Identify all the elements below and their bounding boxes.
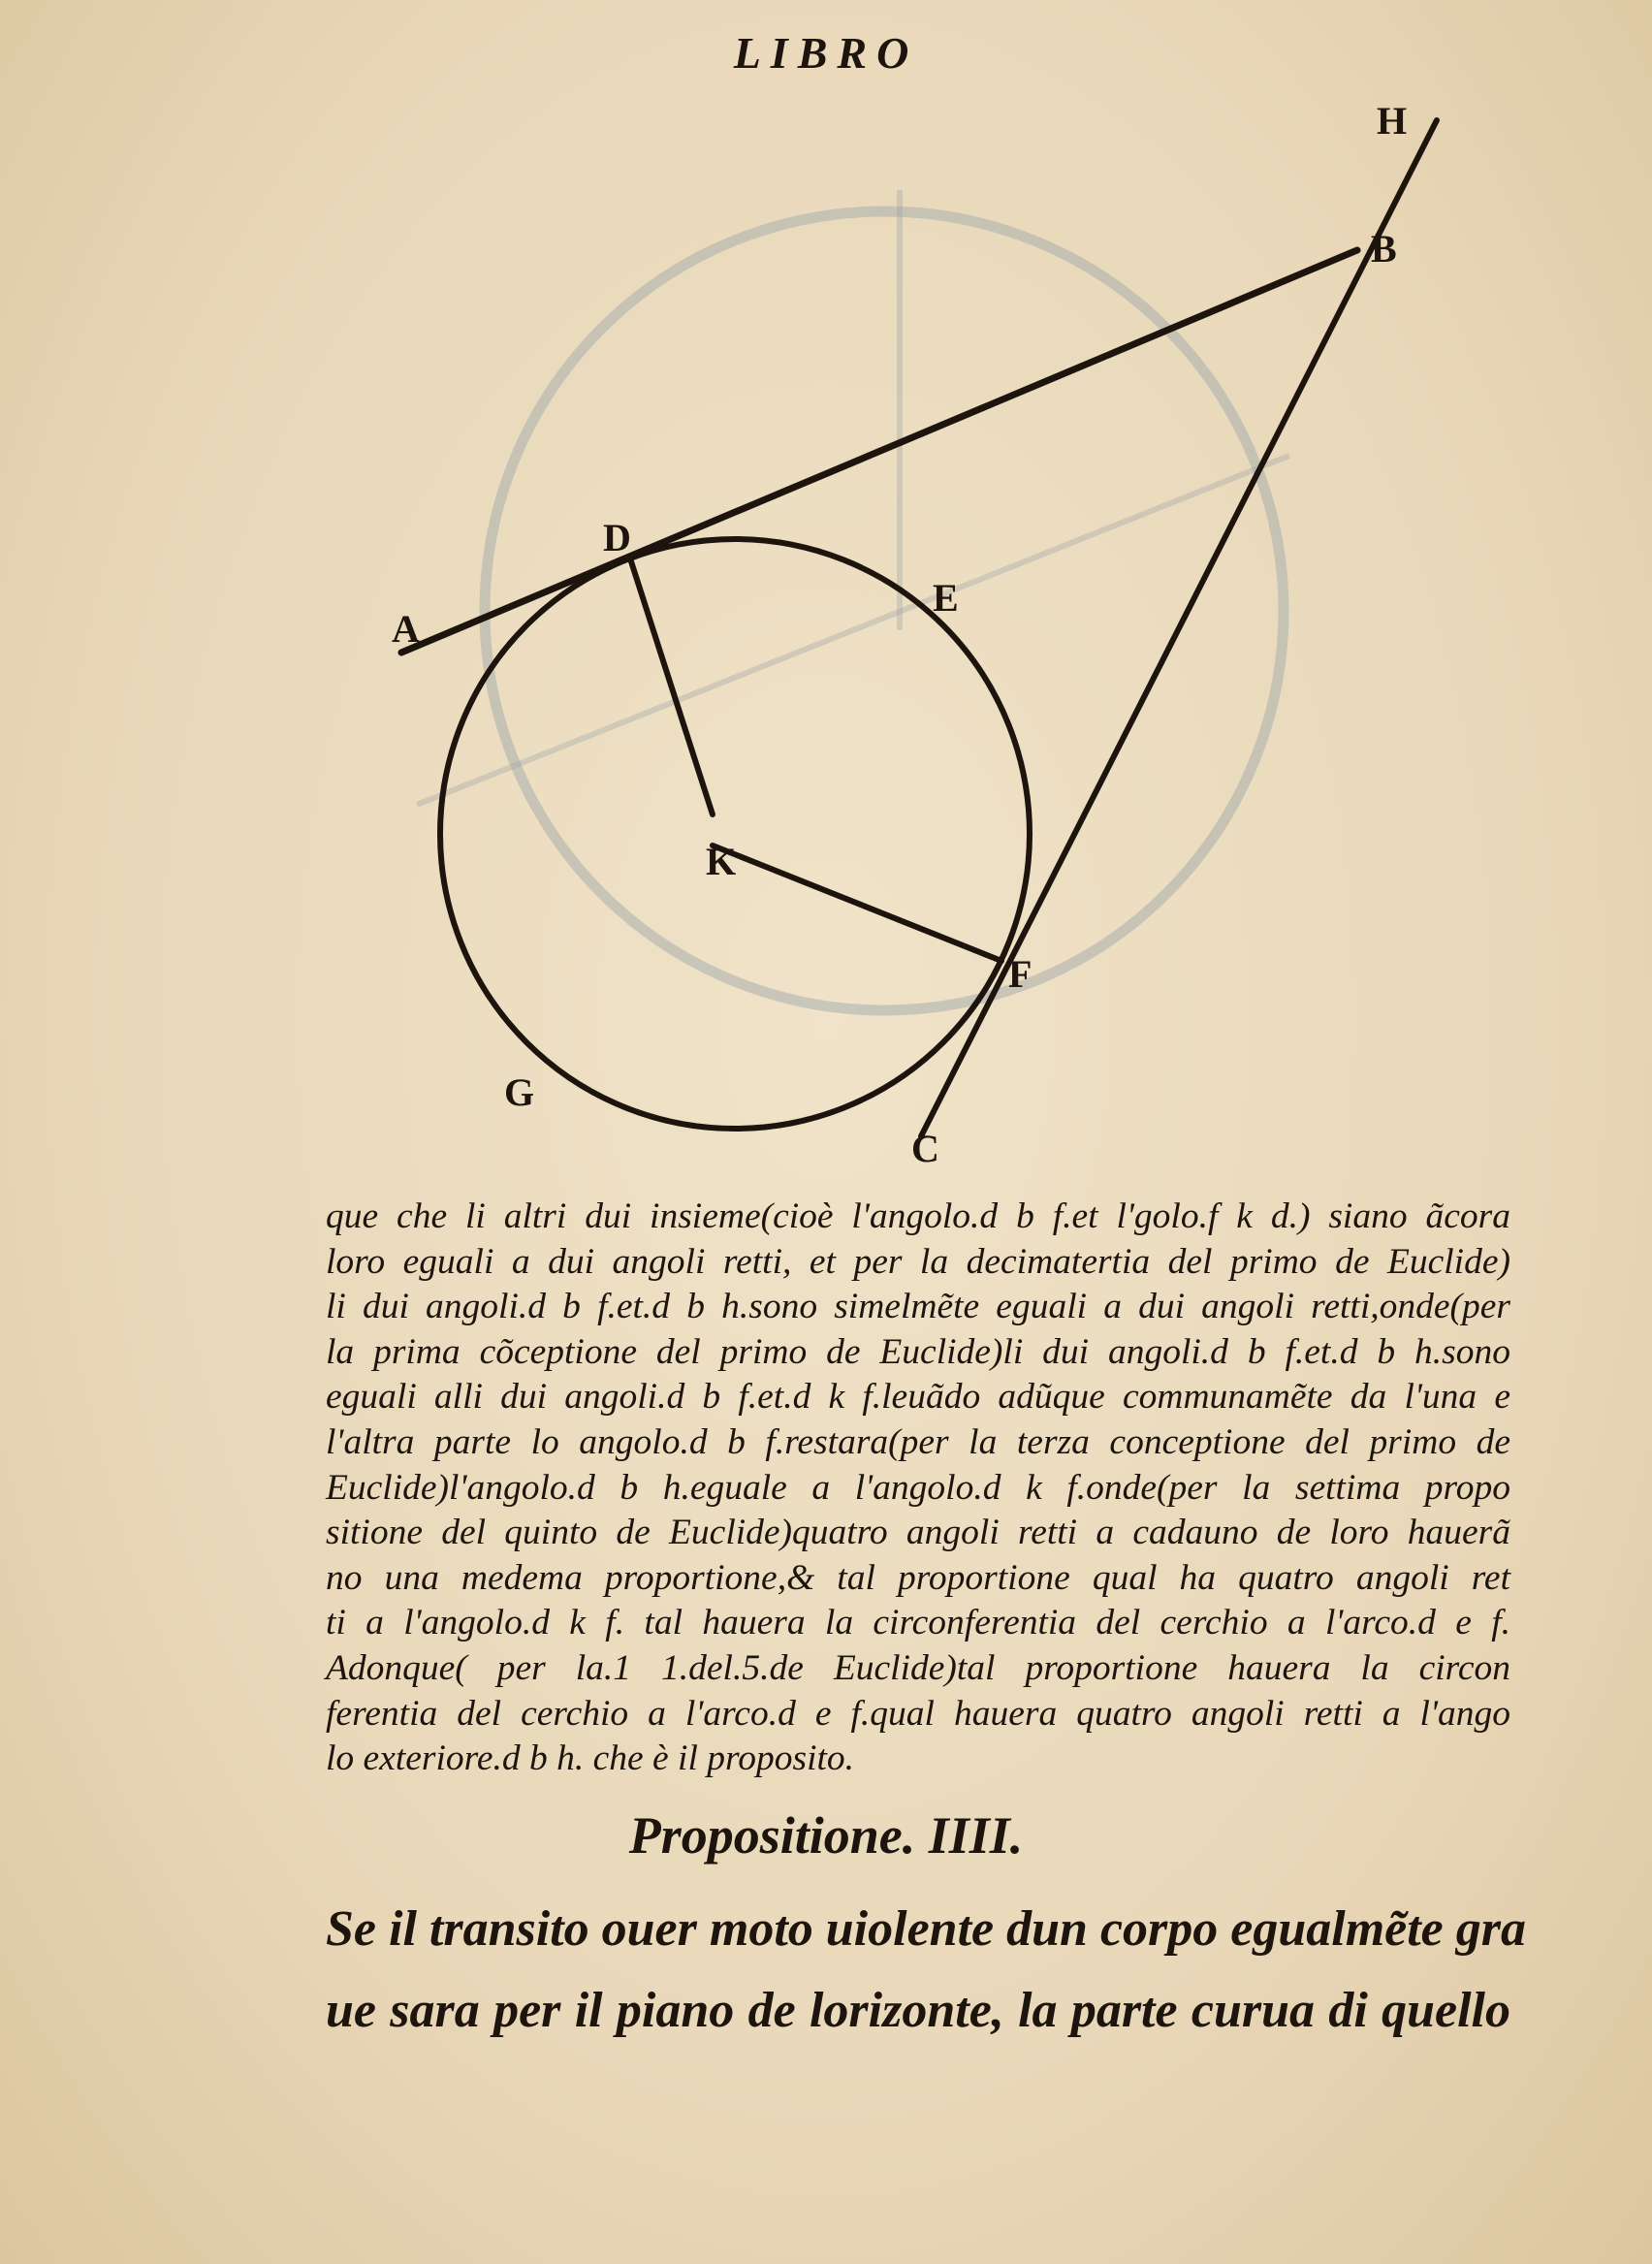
tangent-line-ab: [401, 250, 1357, 653]
text-line: l'altra parte lo angolo.d b f.restara(per la terza conceptione del primo de: [326, 1421, 1510, 1462]
text-line: lo exteriore.d b h. che è il proposito.: [326, 1738, 855, 1779]
label-k: K: [706, 840, 737, 883]
label-c: C: [911, 1127, 939, 1170]
label-f: F: [1008, 952, 1032, 996]
proposition-line: Se il transito ouer moto uiolente dun corpo egualmẽte gra: [326, 1901, 1526, 1957]
label-a: A: [392, 607, 420, 651]
label-h: H: [1377, 99, 1408, 143]
proposition-line: ue sara per il piano de lorizonte, la parte curua di quello: [326, 1983, 1510, 2038]
text-line: eguali alli dui angoli.d b f.et.d k f.leuãdo adũque communamẽte da l'una e: [326, 1377, 1510, 1418]
text-line: Euclide)l'angolo.d b h.eguale a l'angolo.d k f.onde(per la settima propo: [326, 1467, 1510, 1508]
label-d: D: [603, 516, 631, 559]
label-e: E: [933, 576, 959, 620]
body-text: [326, 1195, 1510, 1782]
label-b: B: [1371, 227, 1397, 271]
text-line: que che li altri dui insieme(cioè l'angolo.d b f.et l'golo.f k d.) siano ãcora: [326, 1196, 1510, 1236]
proposition-title: Propositione. IIII.: [628, 1806, 1024, 1865]
label-g: G: [504, 1070, 535, 1114]
text-line: sitione del quinto de Euclide)quatro angoli retti a cadauno de loro hauerã: [326, 1513, 1510, 1553]
text-line: Adonque( per la.1 1.del.5.de Euclide)tal proportione hauera la circon: [326, 1647, 1510, 1688]
proposition-text: [326, 1889, 1526, 2052]
text-line: li dui angoli.d b f.et.d b h.sono simelmẽte eguali a dui angoli retti,onde(per: [326, 1287, 1510, 1327]
text-line: loro eguali a dui angoli retti, et per la decimatertia del primo de Euclide): [326, 1241, 1510, 1282]
text-line: la prima cõceptione del primo de Euclide)li dui angoli.d b f.et.d b h.sono: [326, 1331, 1510, 1372]
running-head: LIBRO: [733, 28, 919, 78]
radius-kf: [713, 845, 1001, 961]
text-line: ferentia del cerchio a l'arco.d e f.qual hauera quatro angoli retti a l'ango: [326, 1693, 1510, 1734]
text-line: no una medema proportione,& tal proportione qual ha quatro angoli ret: [326, 1557, 1510, 1598]
text-line: ti a l'angolo.d k f. tal hauera la circonferentia del cerchio a l'arco.d e f.: [326, 1603, 1510, 1643]
circle-dfg: [440, 539, 1030, 1129]
secant-line-hc: [921, 120, 1437, 1136]
radius-kd: [630, 558, 713, 814]
